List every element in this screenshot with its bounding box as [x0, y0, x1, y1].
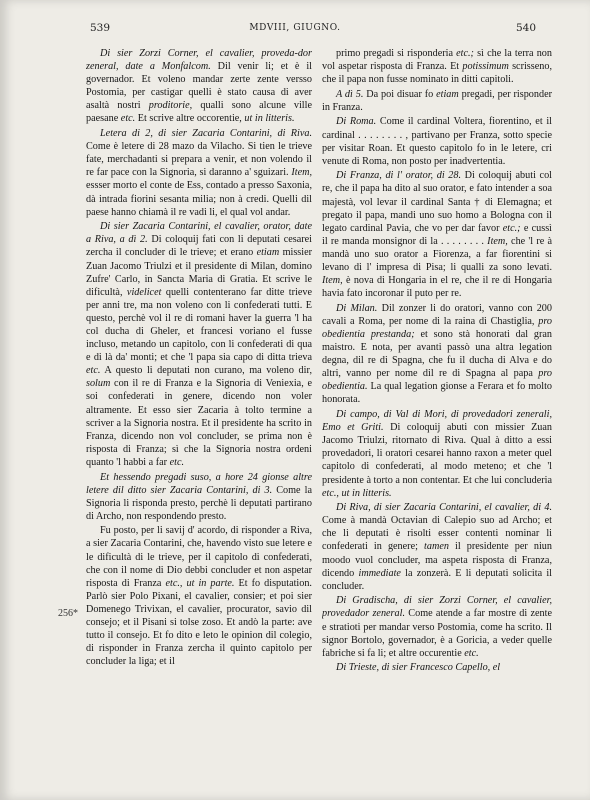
italic-text: etc.	[120, 113, 136, 125]
text-run: Come è letere di 28 mazo da Vilacho. Si tien le trieve fate, merchadanti si prepara a venir, et non volendo il re far pace con la Signoria, si daranno a' sguizari.	[86, 141, 312, 179]
text-run: pregadi, per risponder in Franza.	[322, 88, 552, 113]
italic-text: etc.	[464, 647, 479, 659]
paragraph	[322, 594, 552, 659]
paragraph	[86, 127, 312, 219]
paragraph	[322, 47, 552, 86]
italic-text: videlicet	[126, 286, 162, 298]
running-title: MDVIII, GIUGNO.	[249, 23, 341, 33]
italic-text: Di sier Zorzi Corner, el cavalier, proveda-dor zeneral, date a Monfalcom.	[86, 48, 312, 73]
italic-text: Item,	[322, 275, 343, 287]
text-run: il presidente per niun moodo vuol concluder, ma aspeta risposta di Franza, dicendo	[322, 541, 552, 579]
text-run: Come à mandà Octavian di Calepio suo ad Archo; et che li deputati è risolti esser contenti nominar li confederati in genere;	[322, 515, 552, 553]
page-number-right: 540	[515, 22, 536, 34]
text-run: Di coloquij abuti con missier Zuan Jacomo Triulzi, ritornato di Riva. Qual à ditto a essi provedadori, li oratori cesarei hanno raxon a meter quel capitolo di confederati, al modo meteno; et che 'l presidente à torto a non contentar. Et che lui concluderia	[322, 422, 552, 486]
paragraph	[322, 88, 552, 114]
italic-text: solum	[86, 378, 111, 390]
text-run: Come atende a far mostre di zente e stratioti per mandar verso Postomia, come ha scrito. Il signor Bortolo, governador, è a Goricia, a veder quelle fabriche si fa li; et altre occurentie	[322, 608, 552, 659]
italic-text: immediate	[358, 567, 401, 579]
text-run: Come la Signoria li risponda presto, perchè li deputati partirano di Archo, non respondendo presto.	[86, 484, 312, 522]
italic-text: pro obedientia prestanda;	[322, 315, 552, 340]
text-run: Fu posto, per li savij d' acordo, di risponder a Riva, a sier Zacaria Contarini, che, havendo visto sue letere e le dificultà di le trieve, per il capitolo di confederati, che con il nome di Dio debbi concluder et non aspetar risposta di Franza	[86, 525, 312, 589]
text-run: Come il cardinal Voltera, fiorentino, et il cardinal . . . . . . . . , partivano per Franza, sotto specie per visitar Roan. Et questo capitolo fo in le letere, cri venute di Roma, non posto per inadvertentia.	[322, 116, 552, 167]
italic-text: Di Roma.	[336, 116, 377, 128]
text-run: la zonzerà. E li deputati solicita il concluder.	[322, 567, 552, 592]
paragraph	[322, 115, 552, 167]
margin-note: 256*	[58, 608, 78, 619]
left-column	[86, 47, 312, 792]
italic-text: Di sier Zacaria Contarini, el cavalier, orator, date a Riva, a dì 2.	[86, 221, 312, 246]
text-run: e cussì il re manda monsignor di la . . . . . . . .	[322, 222, 552, 247]
paragraph	[86, 471, 312, 523]
italic-text: Letera di 2, di sier Zacaria Contarini, di Riva.	[100, 128, 312, 140]
text-run: qualli sono alcune ville paesane	[86, 100, 312, 125]
text-run: essser morto el conte de Ess, contado a presso Saxonia, dà intrada fiorini sesanta milia; non à credi. Quelli dil paese hanno chiamà il re vadi li, el qual vol andar.	[86, 180, 312, 218]
text-run: La qual legation gionse a Ferara et fo molto honorata.	[322, 381, 552, 406]
italic-text: etc., ut in litteris.	[322, 487, 392, 499]
italic-text: etc.	[86, 365, 101, 377]
text-run: et sono stà honorati dal gran maistro. E nota, per avanti passò una altra legation degna, dil re di Spagna, che fu il ducha di Alva e do altri, vanno per nome dil re di Spagna al papa	[322, 328, 552, 380]
text-run: con il re di Franza e la Signoria di Veniexia, e soi confederati in genere, dicendo non voler altramente. Et esso sier Zacaria à tolto termine a scriver a la Signoria nostra. Et il presidente ha scrito in Franza, dicendo non vol concluder, se prima non è risposta di Franza; sì che la Signoria nostra ordeni quanto 'l habbi a far	[86, 378, 312, 468]
paragraph	[322, 501, 552, 593]
paragraph	[86, 220, 312, 469]
text-run: quelli contenterano far ditte trieve per anni tre, ma non voleno con li confederati tutti. E questo, perchè vol il re di romani haver la guerra 'l ha col ducha di Gheler, et francesi voriano el fusse incluso, metando un capitolo, con li confederati di qua e di là da' monti; et che 'l papa sia capo di ditta trieva	[86, 286, 312, 364]
text-run: primo pregadi si risponderia	[336, 48, 457, 59]
text-run: scrisseno, che il papa non fusse nominato in ditti capitoli.	[322, 61, 552, 86]
italic-text: Di Franza, di l' orator, di 28.	[336, 170, 462, 182]
italic-text: potissimum	[462, 61, 509, 73]
text-run: Da poi disuar fo	[363, 88, 437, 100]
italic-text: Di Milan.	[336, 302, 378, 314]
italic-text: Di campo, di Val di Mori, di provedadori zenerali, Emo et Griti.	[322, 409, 552, 434]
paragraph	[86, 524, 312, 668]
text-run: Et fo disputation. Parlò sier Polo Pixani, el cavalier, consier; et poi sier Domenego Trivixan, el cavalier, procurator, savio dil consejo; et il Pisani si tolse zoso. Et andò la parte: ave tutto il consejo. Et fo dito e leto le opinion dil colegio, di risponder in Franza zercha il quinto capitolo per concluder la liga; et il	[86, 577, 312, 668]
italic-text: etc.;	[502, 222, 521, 234]
italic-text: A dì 5.	[336, 88, 364, 100]
paragraph	[322, 408, 552, 500]
italic-text: Di Riva, di sier Zacaria Contarini, el cavalier, di 4.	[336, 502, 552, 514]
text-run: che 'l re à mandà uno suo orator a Fiorenza, a far fiorentini si levano di l' impresa di Pisa; li qualli za sono levati.	[322, 235, 552, 273]
text-run: è nova di Hongaria in el re, che il re di Hongaria havia fato incoronar il puto per re.	[322, 275, 552, 300]
italic-text: ut in litteris.	[244, 113, 295, 125]
italic-text: Item,	[487, 235, 508, 247]
text-run: Dil zonzer li do oratori, vanno con 200 cavali a Roma, per nome di la raina di Chastiglia,	[322, 302, 552, 327]
text-run: Dil venir li; et è il governador. Et voleno mandar zerte zente versso Postomia, per castigar quelli è stato causa di aver asaltà nostri	[86, 61, 312, 112]
italic-text: etc.;	[456, 48, 474, 59]
text-run: Di coloquij fati con li deputati cesarei zercha il concluder di le trieve; et erano	[86, 234, 312, 259]
text-run: missier Zuan Jacomo Triulzi et il presidente di Milan, domino Zufre' Carlo, in Sancta Maria di Gratia. Et scrive le dificultà,	[86, 247, 312, 298]
italic-text: proditorie,	[148, 100, 193, 112]
page-number-left: 539	[90, 22, 111, 34]
italic-text: tamen	[424, 541, 449, 553]
paragraph	[322, 661, 552, 674]
italic-text: etc.	[169, 456, 185, 468]
italic-text: Di Trieste, di sier Francesco Capello, el	[336, 662, 501, 674]
paragraph	[322, 302, 552, 407]
italic-text: Et hessendo pregadi suso, a hore 24 gionse altre letere dil ditto sier Zacaria Contarini, di 3.	[86, 471, 312, 496]
text-run: sì che la terra non vol aspetar risposta di Franza. Et	[322, 48, 552, 73]
text-run: Di coloquij abuti col re, che il papa ha dito al suo orator, e fato intender a soa majestà, vol levar il cardinal Santa † di Elemagna; et pregato il papa, mandi uno suo homo a Bologna con il legato cardinal Pavia, che vo per dar favor	[322, 170, 552, 234]
italic-text: Di Gradischa, di sier Zorzi Corner, el cavalier, provedador zeneral.	[322, 595, 552, 620]
right-column	[322, 47, 552, 792]
page-header	[0, 22, 590, 38]
italic-text: etiam	[256, 247, 280, 259]
italic-text: Item,	[291, 167, 312, 179]
paragraph	[322, 169, 552, 300]
italic-text: pro obedientia.	[322, 368, 552, 393]
italic-text: etc., ut in parte.	[165, 577, 235, 589]
text-run: A questo li deputati non curano, ma voleno dir,	[100, 365, 312, 377]
italic-text: etiam	[436, 88, 459, 100]
text-run: Et scrive altre occorentie,	[135, 113, 245, 125]
paragraph	[86, 47, 312, 126]
